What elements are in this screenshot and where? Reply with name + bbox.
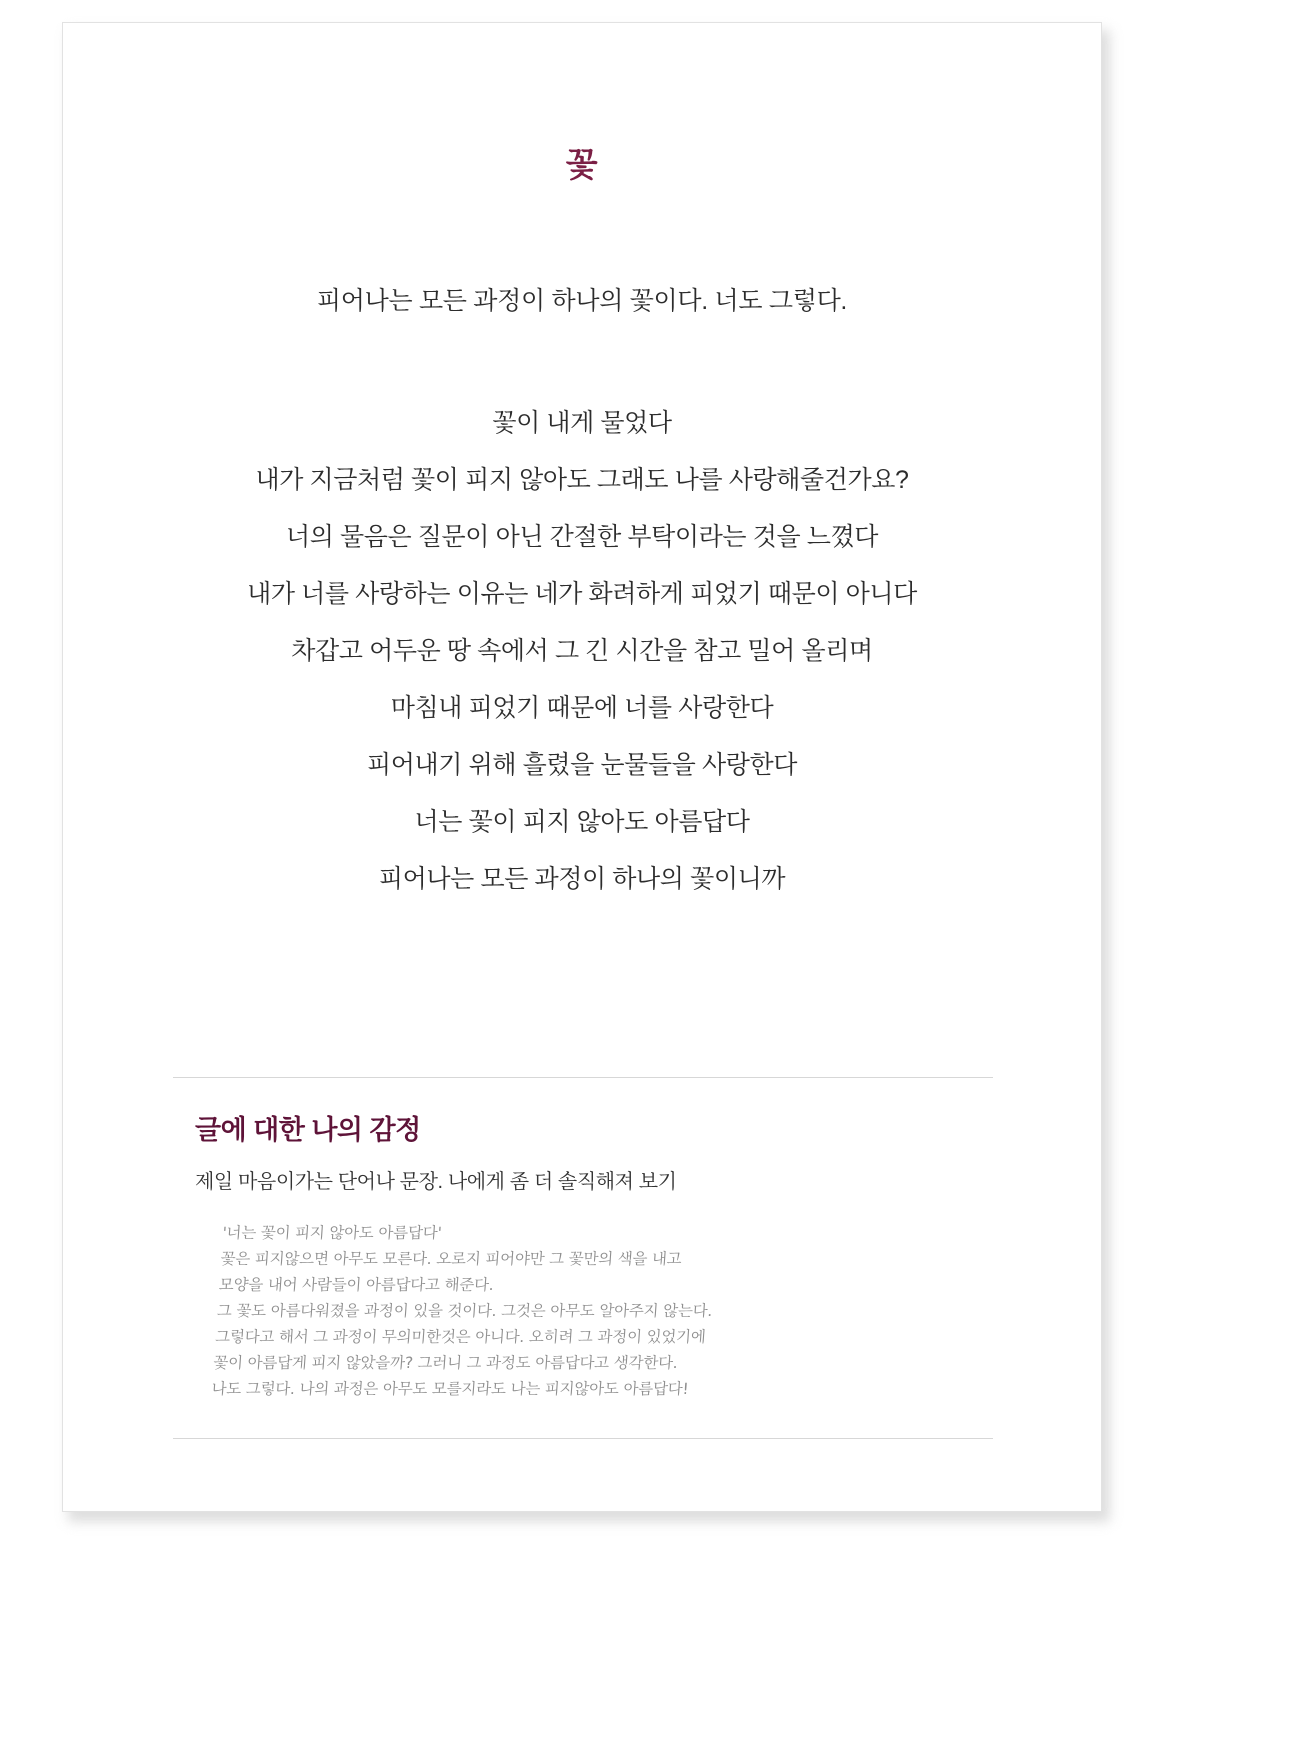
- poem-lead-text: 피어나는 모든 과정이 하나의 꽃이다. 너도 그렇다.: [316, 287, 848, 315]
- poem-line: 내가 너를 사랑하는 이유는 네가 화려하게 피었기 때문이 아니다: [247, 580, 917, 608]
- reflection-heading: 글에 대한 나의 감정: [195, 1115, 421, 1145]
- handwritten-note: [211, 1220, 1002, 1402]
- note-line: '너는 꽃이 피지 않아도 아름답다': [221, 1224, 443, 1242]
- note-line: 모양을 내어 사람들이 아름답다고 해준다.: [218, 1276, 495, 1294]
- note-line: 꽃이 아름답게 피지 않았을까? 그러니 그 과정도 아름답다고 생각한다.: [212, 1354, 679, 1372]
- poem-line: 꽃이 내게 물었다: [492, 409, 672, 437]
- note-line: 꽃은 피지않으면 아무도 모른다. 오로지 피어야만 그 꽃만의 색을 내고: [220, 1250, 683, 1268]
- reflection-subheading: 제일 마음이가는 단어나 문장. 나에게 좀 더 솔직해져 보기: [195, 1171, 677, 1193]
- reflection-section: [195, 1108, 995, 1402]
- page-container: [62, 22, 1104, 1514]
- page-title: 꽃: [565, 146, 599, 183]
- note-line: 나도 그렇다. 나의 과정은 아무도 모를지라도 나는 피지않아도 아름답다!: [210, 1380, 690, 1398]
- poem-body: [63, 395, 1101, 908]
- document-page: [62, 22, 1102, 1512]
- note-line: 그 꽃도 아름다워졌을 과정이 있을 것이다. 그것은 아무도 알아주지 않는다.: [216, 1302, 713, 1320]
- poem-line: 피어내기 위해 흘렸을 눈물들을 사랑한다: [367, 751, 797, 779]
- poem-line: 차갑고 어두운 땅 속에서 그 긴 시간을 참고 밀어 올리며: [291, 637, 873, 665]
- section-divider-top: [173, 1077, 993, 1078]
- poem-line: 내가 지금처럼 꽃이 피지 않아도 그래도 나를 사랑해줄건가요?: [255, 466, 909, 494]
- poem-line: 피어나는 모든 과정이 하나의 꽃이니까: [378, 865, 786, 893]
- poem-line: 너의 물음은 질문이 아닌 간절한 부탁이라는 것을 느꼈다: [285, 523, 879, 551]
- poem-line: 너는 꽃이 피지 않아도 아름답다: [414, 808, 750, 836]
- poem-line: 마침내 피었기 때문에 너를 사랑한다: [390, 694, 774, 722]
- note-line: 그렇다고 해서 그 과정이 무의미한것은 아니다. 오히려 그 과정이 있었기에: [214, 1328, 707, 1346]
- section-divider-bottom: [173, 1438, 993, 1439]
